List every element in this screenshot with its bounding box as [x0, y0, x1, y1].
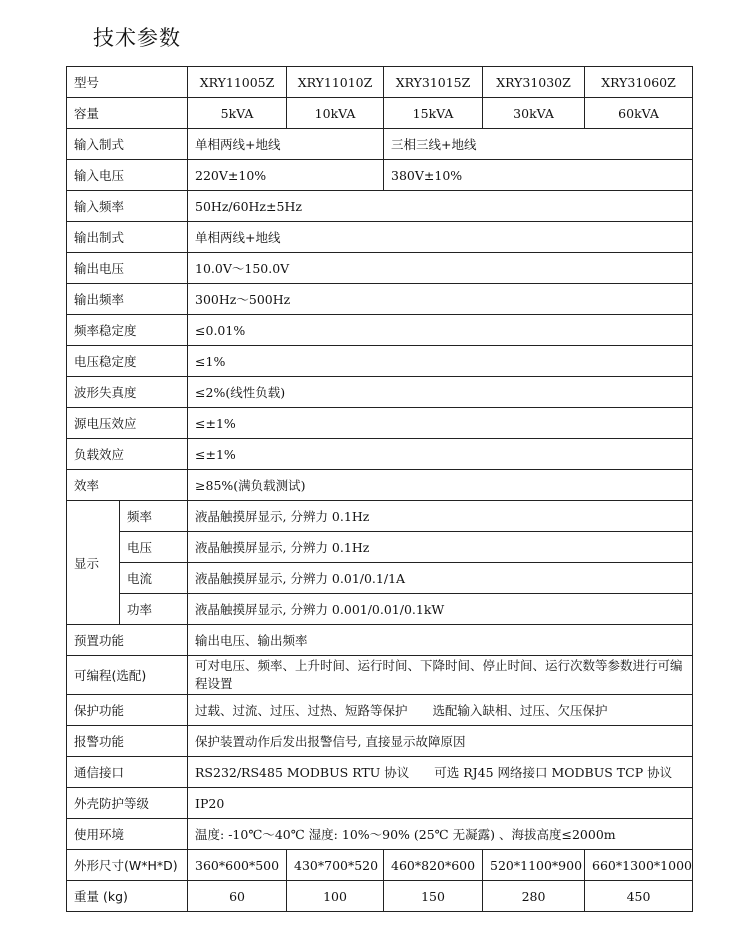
value-cell: 可对电压、频率、上升时间、运行时间、下降时间、停止时间、运行次数等参数进行可编程设置 — [188, 656, 693, 695]
capacity-cell: 5kVA — [188, 98, 287, 129]
model-cell: XRY31015Z — [384, 67, 483, 98]
value-cell: ≤±1% — [188, 439, 693, 470]
capacity-cell: 60kVA — [585, 98, 693, 129]
model-cell: XRY11010Z — [287, 67, 384, 98]
table-row — [67, 191, 693, 222]
capacity-cell: 30kVA — [483, 98, 585, 129]
value-cell: 输出电压、输出频率 — [188, 625, 693, 656]
spec-table — [66, 66, 693, 912]
table-row — [67, 98, 693, 129]
param-label: 重量 (kg) — [67, 881, 188, 912]
sub-label: 频率 — [120, 501, 188, 532]
value-cell: ≥85%(满负载测试) — [188, 470, 693, 501]
value-cell: 300Hz～500Hz — [188, 284, 693, 315]
weight-cell: 60 — [188, 881, 287, 912]
value-cell: 单相两线+地线 — [188, 129, 384, 160]
param-label: 报警功能 — [67, 726, 188, 757]
table-row — [67, 563, 693, 594]
model-cell: XRY31060Z — [585, 67, 693, 98]
value-cell: 50Hz/60Hz±5Hz — [188, 191, 693, 222]
page-title: 技术参数 — [93, 26, 181, 50]
param-label: 可编程(选配) — [67, 656, 188, 695]
table-row — [67, 726, 693, 757]
table-row — [67, 67, 693, 98]
param-label: 外形尺寸(W*H*D) — [67, 850, 188, 881]
table-row — [67, 656, 693, 695]
dimension-cell: 660*1300*1000 — [585, 850, 693, 881]
table-row — [67, 881, 693, 912]
model-cell: XRY31030Z — [483, 67, 585, 98]
sub-label: 功率 — [120, 594, 188, 625]
model-cell: XRY11005Z — [188, 67, 287, 98]
param-label: 使用环境 — [67, 819, 188, 850]
table-row — [67, 757, 693, 788]
table-row — [67, 788, 693, 819]
capacity-cell: 15kVA — [384, 98, 483, 129]
value-cell: ≤2%(线性负载) — [188, 377, 693, 408]
weight-cell: 100 — [287, 881, 384, 912]
value-cell: RS232/RS485 MODBUS RTU 协议 可选 RJ45 网络接口 MODBUS TCP 协议 — [188, 757, 693, 788]
value-cell: 220V±10% — [188, 160, 384, 191]
param-label: 保护功能 — [67, 695, 188, 726]
value-cell: 温度: -10℃～40℃ 湿度: 10%～90% (25℃ 无凝露) 、海拔高度≤2000m — [188, 819, 693, 850]
table-row — [67, 439, 693, 470]
param-label: 通信接口 — [67, 757, 188, 788]
value-cell: 过载、过流、过压、过热、短路等保护 选配输入缺相、过压、欠压保护 — [188, 695, 693, 726]
param-label: 频率稳定度 — [67, 315, 188, 346]
value-cell: 液晶触摸屏显示, 分辨力 0.1Hz — [188, 501, 693, 532]
weight-cell: 150 — [384, 881, 483, 912]
sub-label: 电流 — [120, 563, 188, 594]
table-row — [67, 222, 693, 253]
table-row — [67, 253, 693, 284]
dimension-cell: 430*700*520 — [287, 850, 384, 881]
param-label: 效率 — [67, 470, 188, 501]
value-cell: 10.0V～150.0V — [188, 253, 693, 284]
table-row — [67, 625, 693, 656]
table-row — [67, 819, 693, 850]
param-label: 输入电压 — [67, 160, 188, 191]
value-cell: ≤1% — [188, 346, 693, 377]
table-row — [67, 470, 693, 501]
table-row — [67, 695, 693, 726]
param-label: 输入制式 — [67, 129, 188, 160]
param-label: 输出制式 — [67, 222, 188, 253]
capacity-cell: 10kVA — [287, 98, 384, 129]
table-row — [67, 315, 693, 346]
value-cell: 液晶触摸屏显示, 分辨力 0.1Hz — [188, 532, 693, 563]
table-row — [67, 284, 693, 315]
param-label: 容量 — [67, 98, 188, 129]
sub-label: 电压 — [120, 532, 188, 563]
param-label: 负载效应 — [67, 439, 188, 470]
param-label: 预置功能 — [67, 625, 188, 656]
table-row — [67, 532, 693, 563]
table-row — [67, 594, 693, 625]
param-label: 显示 — [67, 501, 120, 625]
param-label: 型号 — [67, 67, 188, 98]
table-row — [67, 129, 693, 160]
value-cell: IP20 — [188, 788, 693, 819]
table-row — [67, 850, 693, 881]
value-cell: 三相三线+地线 — [384, 129, 693, 160]
table-row — [67, 408, 693, 439]
value-cell: 保护装置动作后发出报警信号, 直接显示故障原因 — [188, 726, 693, 757]
param-label: 输出频率 — [67, 284, 188, 315]
param-label: 源电压效应 — [67, 408, 188, 439]
table-row — [67, 501, 693, 532]
table-row — [67, 346, 693, 377]
value-cell: ≤±1% — [188, 408, 693, 439]
weight-cell: 280 — [483, 881, 585, 912]
param-label: 外壳防护等级 — [67, 788, 188, 819]
dimension-cell: 460*820*600 — [384, 850, 483, 881]
param-label: 输出电压 — [67, 253, 188, 284]
weight-cell: 450 — [585, 881, 693, 912]
value-cell: 液晶触摸屏显示, 分辨力 0.01/0.1/1A — [188, 563, 693, 594]
param-label: 输入频率 — [67, 191, 188, 222]
value-cell: 380V±10% — [384, 160, 693, 191]
value-cell: 液晶触摸屏显示, 分辨力 0.001/0.01/0.1kW — [188, 594, 693, 625]
table-row — [67, 377, 693, 408]
table-row — [67, 160, 693, 191]
value-cell: 单相两线+地线 — [188, 222, 693, 253]
value-cell: ≤0.01% — [188, 315, 693, 346]
dimension-cell: 520*1100*900 — [483, 850, 585, 881]
param-label: 波形失真度 — [67, 377, 188, 408]
param-label: 电压稳定度 — [67, 346, 188, 377]
dimension-cell: 360*600*500 — [188, 850, 287, 881]
